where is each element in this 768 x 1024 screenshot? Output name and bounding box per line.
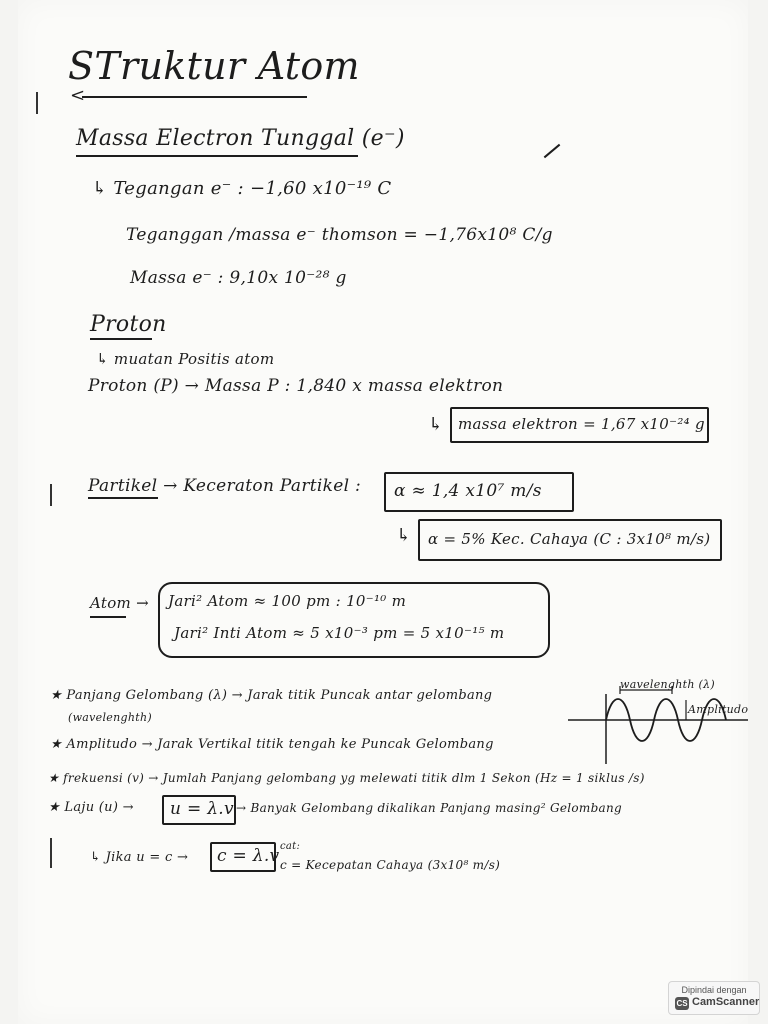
camscanner-logo-icon: CS xyxy=(676,999,688,1008)
atom-label: Atom → xyxy=(90,594,149,612)
partikel-light-speed: α = 5% Kec. Cahaya (C : 3x10⁸ m/s) xyxy=(428,530,711,548)
speed-explanation: → Banyak Gelombang dikalikan Panjang masing² Gelombang xyxy=(236,801,623,815)
camscanner-watermark xyxy=(668,981,760,1015)
partikel-label: Partikel → Keceraton Partikel : xyxy=(88,476,362,496)
proton-mass: Proton (P) → Massa P : 1,840 x massa elektron xyxy=(88,376,504,396)
partikel-underline xyxy=(88,497,158,499)
light-formula: c = λ.v xyxy=(217,846,280,866)
speed-label: ★ Laju (u) → xyxy=(48,800,134,815)
electron-mass: Massa e⁻ : 9,10x 10⁻²⁸ g xyxy=(130,268,347,288)
page-title: STruktur Atom xyxy=(68,44,360,88)
partikel-light-box xyxy=(418,519,722,561)
light-speed-condition: ↳ Jika u = c → xyxy=(90,850,189,865)
margin-mark xyxy=(50,484,52,506)
electron-charge: ↳ Tegangan e⁻ : −1,60 x10⁻¹⁹ C xyxy=(92,178,392,199)
margin-mark xyxy=(36,92,38,114)
frequency-definition: ★ frekuensi (v) → Jumlah Panjang gelombang yg melewati titik dlm 1 Sekon (Hz = 1 siklus /s) xyxy=(48,771,645,785)
electron-charge-mass-ratio: Teganggan /massa e⁻ thomson = −1,76x10⁸ C/g xyxy=(126,225,553,245)
partikel-speed-box xyxy=(384,472,574,512)
electron-heading-underline xyxy=(76,155,358,157)
amplitude-diagram-label: Amplitudo xyxy=(688,703,749,716)
speed-formula-box xyxy=(162,795,236,825)
watermark-caption: Dipindai dengan xyxy=(681,985,747,995)
atom-underline xyxy=(90,616,126,618)
atom-radius-box xyxy=(158,582,550,658)
proton-mass-value: massa elektron = 1,67 x10⁻²⁴ g xyxy=(458,415,705,433)
wavelength-definition: ★ Panjang Gelombang (λ) → Jarak titik Puncak antar gelombang xyxy=(50,688,493,703)
proton-heading: Proton xyxy=(90,312,167,337)
watermark-brand: CamScanner xyxy=(692,996,760,1008)
wavelength-subtitle: (wavelenghth) xyxy=(68,711,152,724)
proton-definition: ↳ muatan Positis atom xyxy=(96,350,275,368)
proton-heading-underline xyxy=(90,338,152,340)
atom-radius: Jari² Atom ≈ 100 pm : 10⁻¹⁰ m xyxy=(168,592,407,610)
arrow-return-icon: ↳ xyxy=(396,525,412,546)
arrow-left-icon: < xyxy=(70,85,86,106)
arrow-return-icon: ↳ xyxy=(428,414,444,435)
light-speed-note: c = Kecepatan Cahaya (3x10⁸ m/s) xyxy=(280,858,501,872)
light-formula-box xyxy=(210,842,280,872)
amplitude-definition: ★ Amplitudo → Jarak Vertikal titik tengah ke Puncak Gelombang xyxy=(50,737,494,752)
proton-mass-box xyxy=(450,407,709,443)
nucleus-radius: Jari² Inti Atom ≈ 5 x10⁻³ pm = 5 x10⁻¹⁵ m xyxy=(174,624,505,642)
wavelength-diagram-label: wavelenghth (λ) xyxy=(620,678,715,691)
title-underline xyxy=(82,96,307,98)
speed-formula: u = λ.v xyxy=(170,799,234,819)
electron-heading: Massa Electron Tunggal (e⁻) xyxy=(76,126,405,151)
note-label: cat: xyxy=(280,841,301,852)
margin-mark xyxy=(50,838,52,868)
partikel-speed: α ≈ 1,4 x10⁷ m/s xyxy=(394,481,542,501)
